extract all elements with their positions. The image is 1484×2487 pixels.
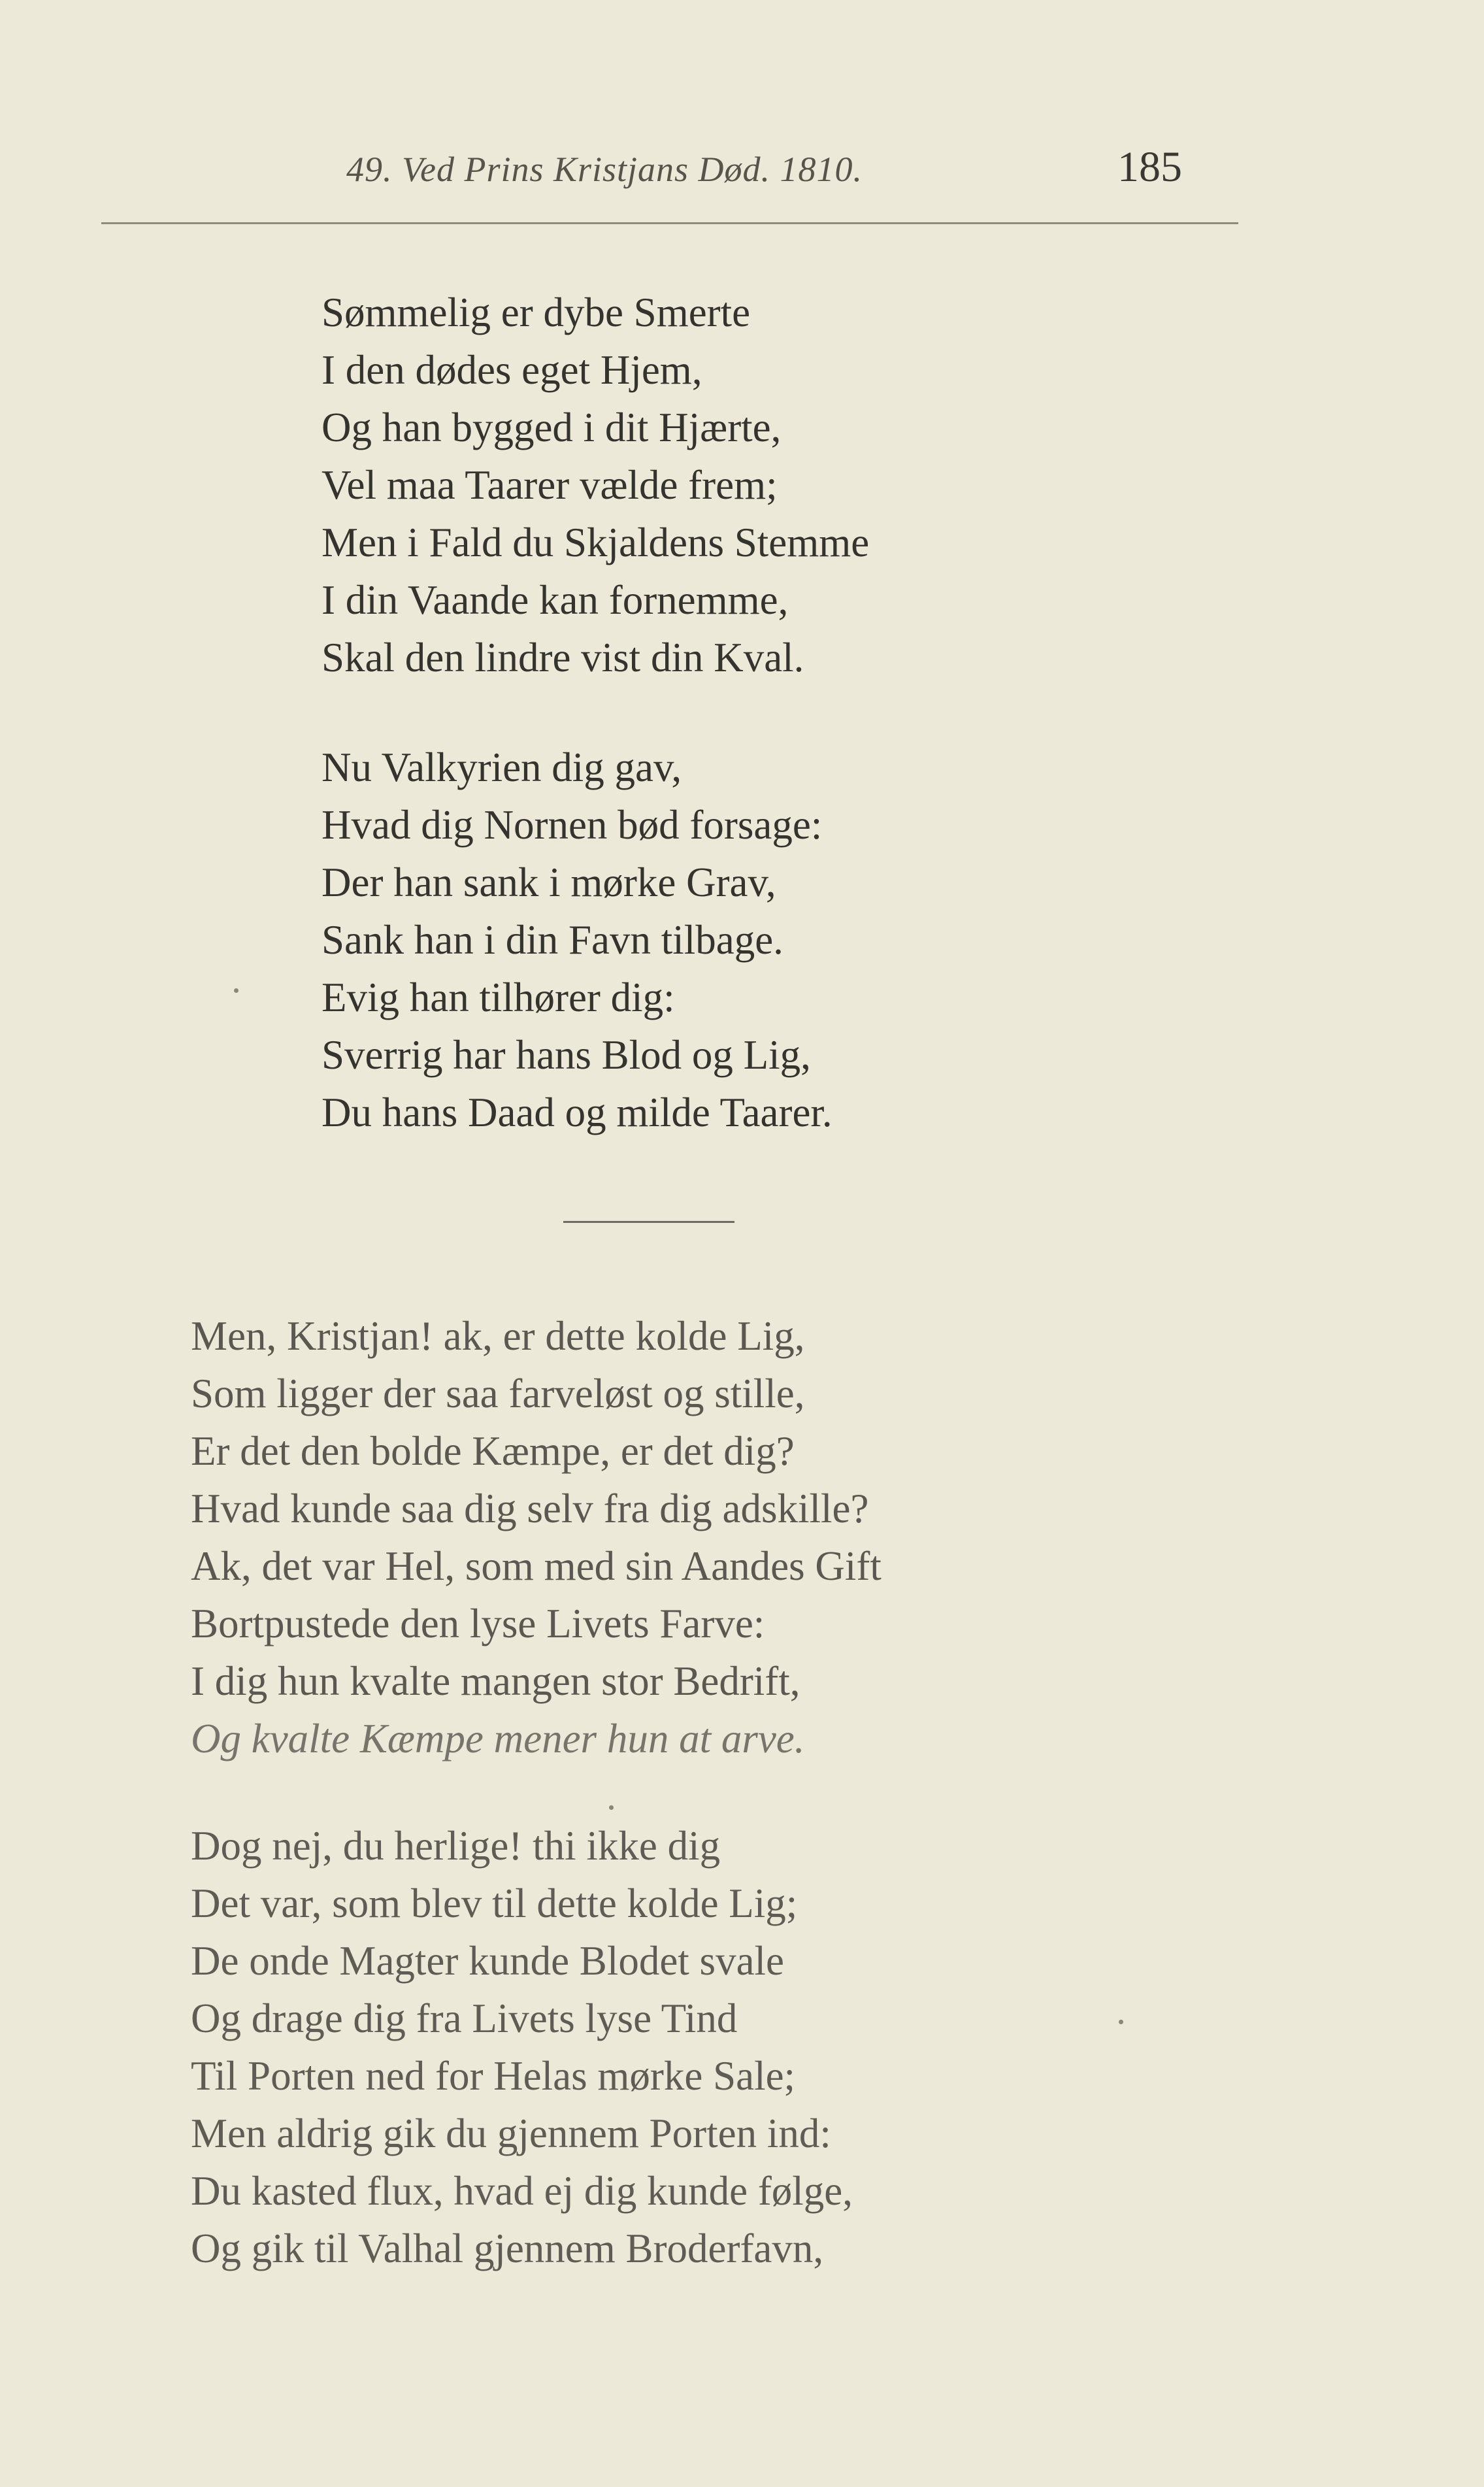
verse-line: Skal den lindre vist din Kval. xyxy=(322,635,804,680)
running-title: 49. Ved Prins Kristjans Død. 1810. xyxy=(346,150,863,189)
paper-speck xyxy=(609,1805,614,1810)
verse-line: Og kvalte Kæmpe mener hun at arve. xyxy=(191,1716,805,1761)
verse-line: Hvad dig Nornen bød forsage: xyxy=(322,802,823,848)
verse-line: I dig hun kvalte mangen stor Bedrift, xyxy=(191,1658,800,1704)
verse-line: De onde Magter kunde Blodet svale xyxy=(191,1938,784,1984)
section-divider xyxy=(563,1221,734,1223)
verse-line: I din Vaande kan fornemme, xyxy=(322,577,789,623)
stanza-4 xyxy=(191,1817,853,2277)
verse-line: Nu Valkyrien dig gav, xyxy=(322,744,682,790)
verse-line: Men, Kristjan! ak, er dette kolde Lig, xyxy=(191,1313,805,1359)
stanza-2 xyxy=(322,739,833,1141)
verse-line: Ak, det var Hel, som med sin Aandes Gift xyxy=(191,1543,882,1589)
verse-line: Til Porten ned for Helas mørke Sale; xyxy=(191,2053,796,2099)
verse-line: Sank han i din Favn tilbage. xyxy=(322,917,783,963)
paper-speck xyxy=(1119,2020,1123,2024)
verse-line: Sverrig har hans Blod og Lig, xyxy=(322,1032,811,1078)
stanza-3 xyxy=(191,1307,882,1767)
verse-line: Evig han tilhører dig: xyxy=(322,975,675,1020)
verse-line: Er det den bolde Kæmpe, er det dig? xyxy=(191,1428,795,1474)
paper-speck xyxy=(234,988,239,993)
verse-line: Dog nej, du herlige! thi ikke dig xyxy=(191,1823,721,1869)
verse-line: Du kasted flux, hvad ej dig kunde følge, xyxy=(191,2168,853,2214)
verse-line: Du hans Daad og milde Taarer. xyxy=(322,1090,833,1135)
verse-line: Sømmelig er dybe Smerte xyxy=(322,290,751,335)
verse-line: Og gik til Valhal gjennem Broderfavn, xyxy=(191,2226,824,2271)
verse-line: Og drage dig fra Livets lyse Tind xyxy=(191,1995,738,2041)
verse-line: Og han bygged i dit Hjærte, xyxy=(322,405,782,450)
verse-line: Som ligger der saa farveløst og stille, xyxy=(191,1371,805,1416)
verse-line: I den dødes eget Hjem, xyxy=(322,347,702,393)
header-rule xyxy=(101,222,1238,224)
verse-line: Vel maa Taarer vælde frem; xyxy=(322,462,778,508)
verse-line: Bortpustede den lyse Livets Farve: xyxy=(191,1601,765,1646)
verse-line: Hvad kunde saa dig selv fra dig adskille? xyxy=(191,1486,869,1531)
verse-line: Men i Fald du Skjaldens Stemme xyxy=(322,520,870,565)
page-number: 185 xyxy=(1117,143,1182,191)
verse-line: Men aldrig gik du gjennem Porten ind: xyxy=(191,2111,831,2156)
stanza-1 xyxy=(322,284,869,686)
verse-line: Der han sank i mørke Grav, xyxy=(322,860,776,905)
verse-line: Det var, som blev til dette kolde Lig; xyxy=(191,1880,798,1926)
